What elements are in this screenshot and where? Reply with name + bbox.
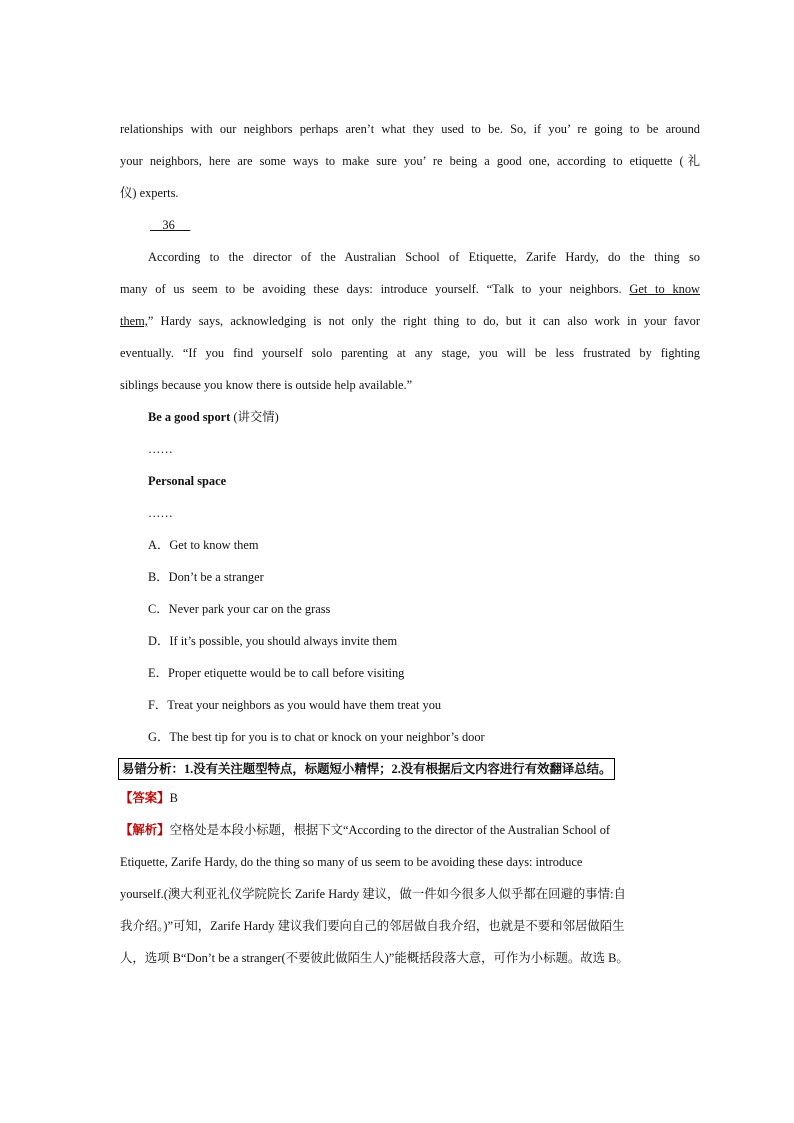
blank-36 bbox=[120, 209, 700, 241]
blank-number: 36 bbox=[162, 218, 175, 232]
ellipsis: …… bbox=[148, 442, 173, 456]
underlined-phrase: Get to know bbox=[629, 282, 700, 296]
explanation-line: Etiquette, Zarife Hardy, do the thing so many of us seem to be avoiding these days: introduce bbox=[120, 855, 583, 869]
passage-line: 仪) experts. bbox=[120, 186, 179, 200]
answer-tag: 【答案】 bbox=[120, 791, 170, 805]
underlined-phrase: them, bbox=[120, 314, 148, 328]
option-g: G．The best tip for you is to chat or knock on your neighbor’s door bbox=[148, 730, 485, 744]
option-b: B．Don’t be a stranger bbox=[148, 570, 264, 584]
passage-line: many of us seem to be avoiding these days: introduce yourself. “Talk to your neighbors. Get to know bbox=[120, 282, 700, 296]
explanation-line: 我介绍。)”可知，Zarife Hardy 建议我们要向自己的邻居做自我介绍，也就是不要和邻居做陌生 bbox=[120, 919, 625, 933]
passage-line: your neighbors, here are some ways to make sure you’ re being a good one, according to etiquette (礼 bbox=[120, 154, 700, 168]
passage-line: eventually. “If you find yourself solo parenting at any stage, you will be less frustrated by fighting bbox=[120, 346, 700, 360]
option-a: A．Get to know them bbox=[148, 538, 259, 552]
ellipsis: …… bbox=[148, 506, 173, 520]
passage-line: them,” Hardy says, acknowledging is not only the right thing to do, but it can also work in your favor bbox=[120, 314, 700, 328]
options-list bbox=[120, 529, 700, 753]
mistake-analysis: 易错分析：1.没有关注题型特点，标题短小精悍；2.没有根据后文内容进行有效翻译总结。 bbox=[118, 758, 615, 780]
passage-line: siblings because you know there is outside help available.” bbox=[120, 378, 413, 392]
answer-value: B bbox=[169, 791, 178, 805]
explanation-line: 【解析】空格处是本段小标题，根据下文“According to the director of the Australian School of bbox=[120, 823, 611, 837]
explanation-line: yourself.(澳大利亚礼仪学院院长 Zarife Hardy 建议，做一件如今很多人似乎都在回避的事情:自 bbox=[120, 887, 626, 901]
passage bbox=[120, 113, 700, 753]
passage-line: According to the director of the Australian School of Etiquette, Zarife Hardy, do the thing so bbox=[148, 250, 700, 264]
option-f: F．Treat your neighbors as you would have them treat you bbox=[148, 698, 442, 712]
answer-line bbox=[120, 782, 700, 814]
option-e: E．Proper etiquette would be to call before visiting bbox=[148, 666, 405, 680]
option-c: C．Never park your car on the grass bbox=[148, 602, 331, 616]
mistake-analysis-box bbox=[118, 754, 615, 780]
option-d: D．If it’s possible, you should always invite them bbox=[148, 634, 398, 648]
subheading-personal-space: Personal space bbox=[148, 474, 227, 488]
passage-line: relationships with our neighbors perhaps aren’t what they used to be. So, if you’ re going to be around bbox=[120, 122, 700, 136]
answer-section bbox=[120, 782, 700, 974]
subheading-good-sport: Be a good sport (讲交情) bbox=[148, 410, 279, 424]
explanation-line: 人，选项 B“Don’t be a stranger(不要彼此做陌生人)”能概括段落大意，可作为小标题。故选 B。 bbox=[120, 951, 629, 965]
explanation-tag: 【解析】 bbox=[120, 823, 170, 837]
